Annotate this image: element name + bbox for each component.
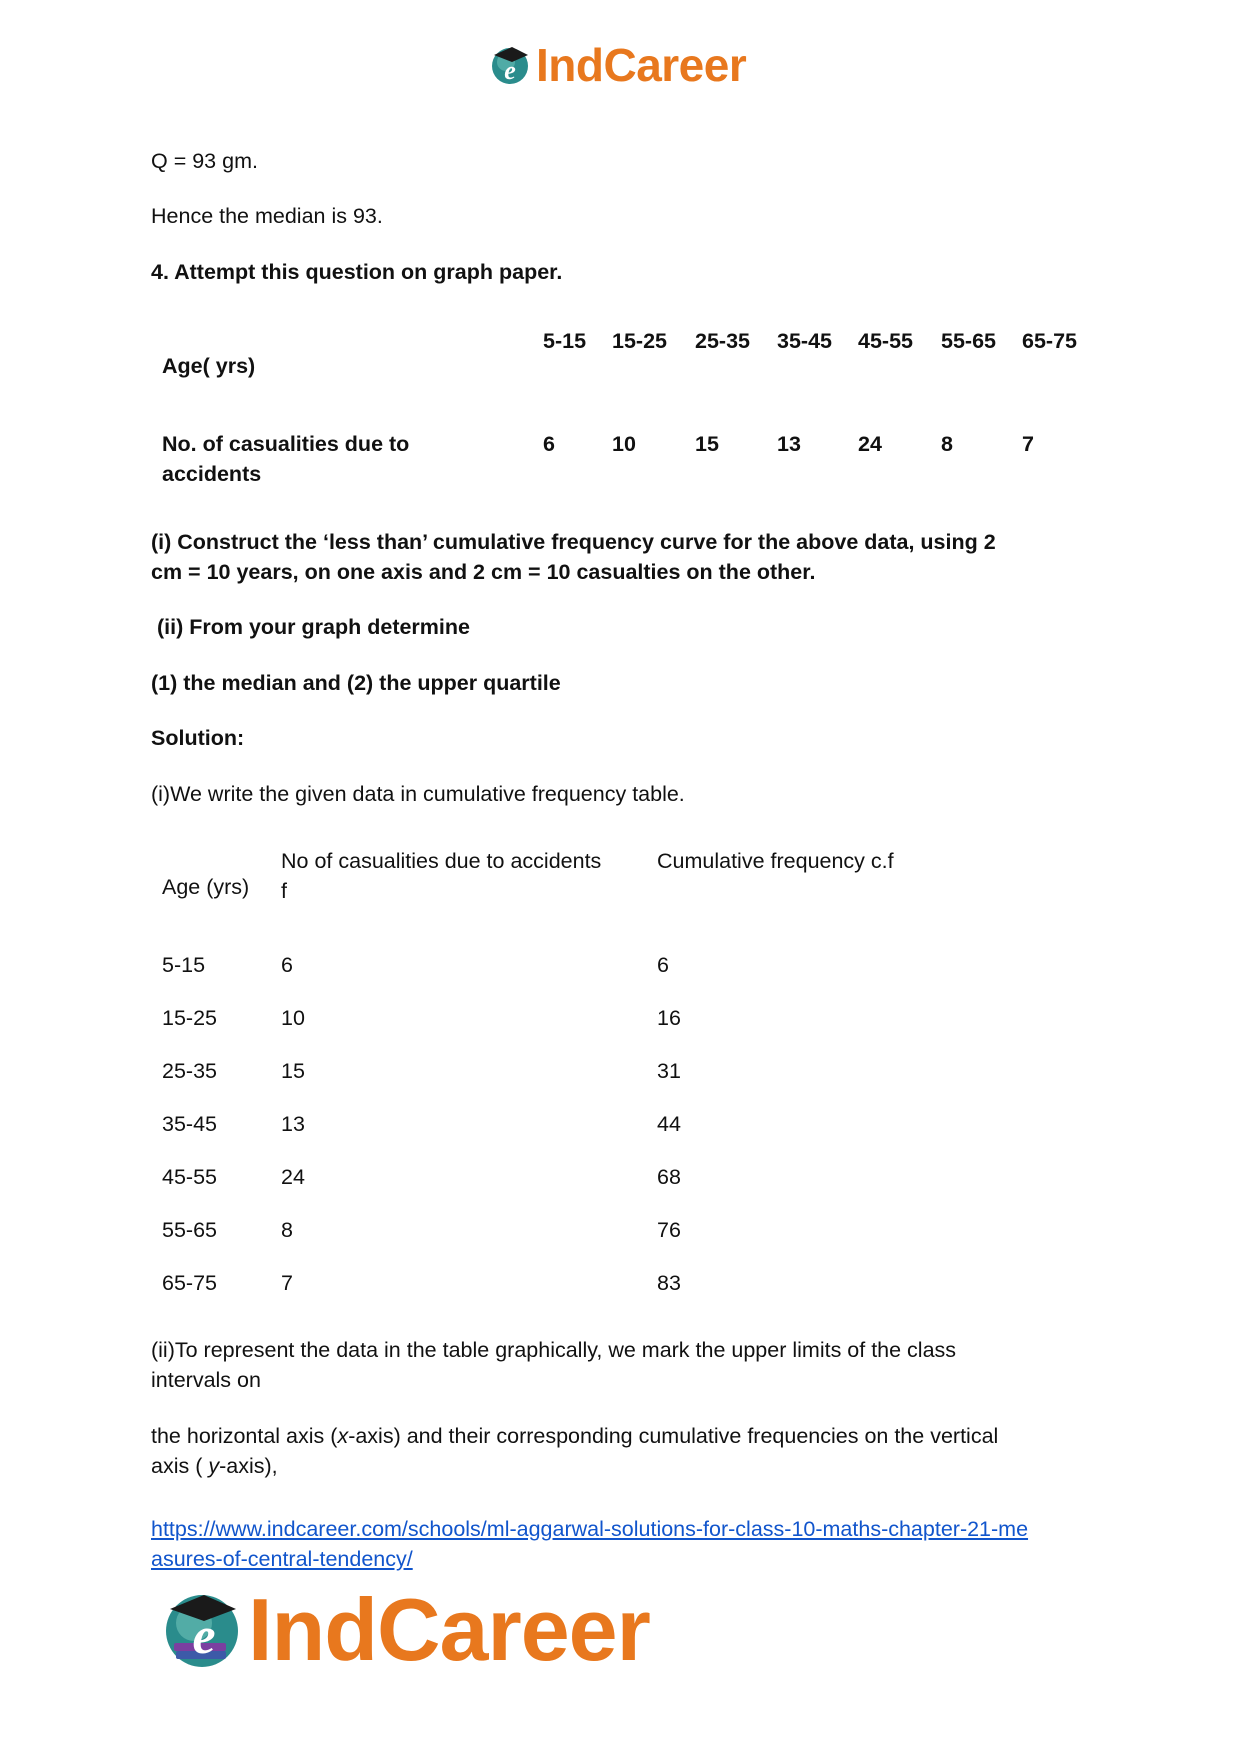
x-variable: x (337, 1424, 349, 1448)
row-frequency: 10 (281, 1006, 305, 1030)
count-cell: 7 (1022, 432, 1034, 456)
row-cumulative: 6 (657, 953, 669, 977)
header-frequency-symbol: f (281, 879, 287, 903)
solution-i-line: (i)We write the given data in cumulative frequency table. (151, 782, 685, 806)
row-cumulative: 31 (657, 1059, 681, 1083)
globe-logo-icon (488, 43, 532, 87)
logo-initial: e (504, 56, 516, 85)
count-cell: 13 (777, 432, 801, 456)
source-link[interactable] (151, 1514, 1028, 1574)
row-cumulative: 68 (657, 1165, 681, 1189)
row-frequency: 15 (281, 1059, 305, 1083)
y-variable: y (208, 1454, 220, 1478)
interval-cell: 55-65 (941, 329, 996, 353)
interval-cell: 15-25 (612, 329, 667, 353)
row-cumulative: 44 (657, 1112, 681, 1136)
row-age: 65-75 (162, 1271, 217, 1295)
row-frequency: 24 (281, 1165, 305, 1189)
row-age: 35-45 (162, 1112, 217, 1136)
row-age: 5-15 (162, 953, 206, 977)
source-link-line-1: https://www.indcareer.com/schools/ml-aggarwal-solutions-for-class-10-maths-chapter-21-me (151, 1517, 1029, 1541)
header-frequency: No of casualities due to accidents (281, 849, 602, 873)
logo-initial: e (192, 1608, 216, 1665)
book-globe-logo-icon (160, 1587, 246, 1673)
interval-cell: 45-55 (858, 329, 913, 353)
header-cumulative: Cumulative frequency c.f (657, 849, 894, 873)
count-cell: 24 (858, 432, 882, 456)
row-frequency: 13 (281, 1112, 305, 1136)
solution-ii-line-2: intervals on (151, 1368, 261, 1392)
solution-ii-line-1: (ii)To represent the data in the table graphically, we mark the upper limits of the class (151, 1338, 957, 1362)
interval-cell: 25-35 (695, 329, 750, 353)
brand-name: IndCareer (536, 39, 747, 91)
text-run: axis ( (151, 1454, 209, 1478)
question-4-heading: 4. Attempt this question on graph paper. (151, 260, 563, 284)
casualties-row-label: No. of casualities due to (162, 432, 410, 456)
source-link-line-2: asures-of-central-tendency/ (151, 1547, 413, 1571)
brand-name: IndCareer (248, 1580, 650, 1679)
row-age: 15-25 (162, 1006, 217, 1030)
axis-description-line-1 (151, 1421, 998, 1451)
header-age: Age (yrs) (162, 875, 250, 899)
casualties-row-label-cont: accidents (162, 462, 262, 486)
interval-cell: 35-45 (777, 329, 832, 353)
q-value-line: Q = 93 gm. (151, 149, 258, 173)
axis-description-line-2 (151, 1451, 278, 1481)
row-cumulative: 16 (657, 1006, 681, 1030)
part-i-line-2: cm = 10 years, on one axis and 2 cm = 10 casualties on the other. (151, 560, 816, 584)
count-cell: 15 (695, 432, 719, 456)
interval-cell: 5-15 (543, 329, 587, 353)
age-row-label: Age( yrs) (162, 354, 256, 378)
row-age: 25-35 (162, 1059, 217, 1083)
count-cell: 8 (941, 432, 953, 456)
interval-cell: 65-75 (1022, 329, 1077, 353)
footer-logo (160, 1582, 650, 1678)
row-frequency: 8 (281, 1218, 293, 1242)
row-age: 45-55 (162, 1165, 217, 1189)
row-frequency: 7 (281, 1271, 293, 1295)
row-frequency: 6 (281, 953, 293, 977)
count-cell: 6 (543, 432, 555, 456)
part-i-line-1: (i) Construct the ‘less than’ cumulative frequency curve for the above data, using 2 (151, 530, 996, 554)
solution-heading: Solution: (151, 726, 245, 750)
part-ii-sub-line: (1) the median and (2) the upper quartile (151, 671, 561, 695)
row-age: 55-65 (162, 1218, 217, 1242)
text-run: -axis), (219, 1454, 278, 1478)
row-cumulative: 83 (657, 1271, 681, 1295)
median-line: Hence the median is 93. (151, 204, 383, 228)
text-run: the horizontal axis ( (151, 1424, 338, 1448)
count-cell: 10 (612, 432, 636, 456)
part-ii-line: (ii) From your graph determine (157, 615, 470, 639)
header-logo (488, 40, 746, 90)
row-cumulative: 76 (657, 1218, 681, 1242)
text-run: -axis) and their corresponding cumulative frequencies on the vertical (348, 1424, 999, 1448)
